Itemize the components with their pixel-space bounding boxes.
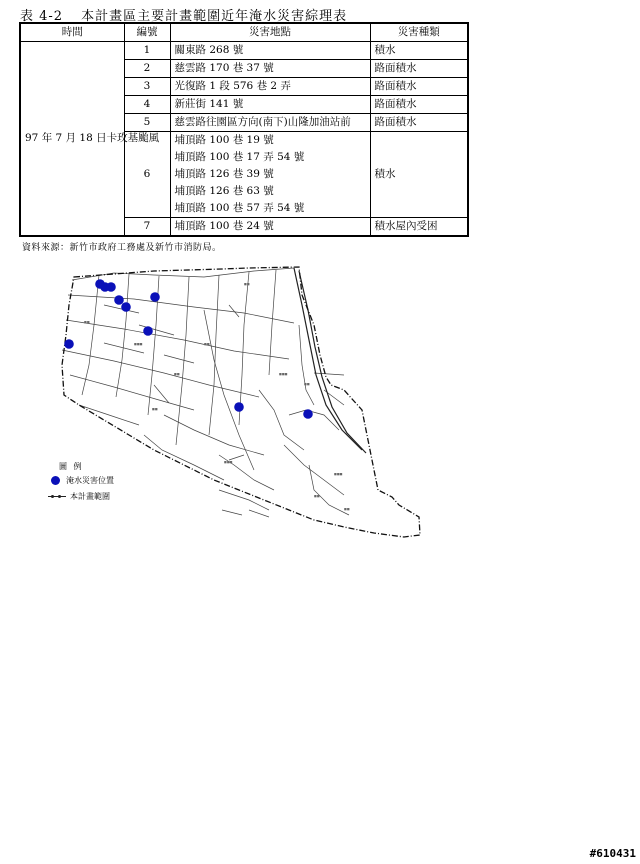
row-type: 路面積水: [370, 114, 468, 132]
row-type: 積水: [370, 42, 468, 60]
document-id: #610431: [589, 847, 636, 860]
flood-location-marker: [150, 292, 160, 302]
event-time-cell: 97 年 7 月 18 日卡玫基颱風: [20, 42, 124, 237]
header-time: 時間: [20, 23, 124, 42]
caption-title: 本計畫區主要計畫範圍近年淹水災害綜理表: [81, 9, 348, 24]
svg-text:■■: ■■: [314, 494, 320, 498]
row-location: 埔頂路 100 巷 24 號: [170, 218, 370, 237]
row-type: 路面積水: [370, 60, 468, 78]
svg-text:■■■: ■■■: [134, 342, 143, 346]
flood-dot-icon: [51, 476, 60, 485]
row-location: 新莊街 141 號: [170, 96, 370, 114]
row-location: 埔頂路 100 巷 19 號: [174, 134, 274, 146]
row-number: 4: [124, 96, 170, 114]
row-location: 關東路 268 號: [170, 42, 370, 60]
svg-text:■■: ■■: [152, 407, 158, 411]
svg-text:■■: ■■: [304, 382, 310, 386]
row-type: 積水: [370, 132, 468, 218]
flood-location-marker: [64, 339, 74, 349]
row-location-multi: [170, 132, 370, 218]
caption-label: 表 4-2: [20, 9, 64, 24]
table-header-row: [20, 23, 468, 42]
flood-location-marker: [303, 409, 313, 419]
row-number: 3: [124, 78, 170, 96]
svg-text:■■: ■■: [244, 282, 250, 286]
flood-disaster-table: [19, 22, 469, 237]
legend-title: 圖 例: [59, 462, 84, 471]
row-location: 埔頂路 126 巷 63 號: [174, 185, 274, 197]
row-type: 積水屋內受困: [370, 218, 468, 237]
header-number: 編號: [124, 23, 170, 42]
header-location: 災害地點: [170, 23, 370, 42]
table-row: [20, 42, 468, 60]
row-number: 2: [124, 60, 170, 78]
flood-location-marker: [106, 282, 116, 292]
row-location: 埔頂路 126 巷 39 號: [174, 168, 274, 180]
flood-location-marker: [143, 326, 153, 336]
flood-location-marker: [114, 295, 124, 305]
source-note: 資料來源：新竹市政府工務處及新竹市消防局。: [22, 243, 222, 253]
row-type: 路面積水: [370, 96, 468, 114]
legend-boundary-label: 本計畫範圍: [70, 492, 110, 501]
flood-location-marker: [121, 302, 131, 312]
legend-boundary: [48, 491, 110, 502]
main-roads: [294, 268, 366, 453]
row-location: 埔頂路 100 巷 57 弄 54 號: [174, 202, 305, 214]
boundary-line-icon: [48, 494, 66, 500]
row-location: 慈雲路 170 巷 37 號: [170, 60, 370, 78]
svg-text:■■■: ■■■: [334, 472, 343, 476]
svg-text:■■: ■■: [204, 342, 210, 346]
row-type: 路面積水: [370, 78, 468, 96]
svg-text:■■: ■■: [84, 320, 90, 324]
header-type: 災害種類: [370, 23, 468, 42]
svg-text:■■: ■■: [344, 507, 350, 511]
row-location: 慈雲路往園區方向(南下)山隆加油站前: [170, 114, 370, 132]
flood-markers: [64, 279, 313, 419]
svg-text:■■: ■■: [174, 372, 180, 376]
row-location: 光復路 1 段 576 巷 2 弄: [170, 78, 370, 96]
row-number: 1: [124, 42, 170, 60]
legend-flood-label: 淹水災害位置: [66, 476, 114, 485]
flood-location-marker: [234, 402, 244, 412]
svg-text:■■■: ■■■: [224, 460, 233, 464]
row-number: 7: [124, 218, 170, 237]
svg-text:■■■: ■■■: [279, 372, 288, 376]
legend-flood: [51, 475, 114, 486]
row-number: 5: [124, 114, 170, 132]
row-location: 埔頂路 100 巷 17 弄 54 號: [174, 151, 305, 163]
row-number: 6: [124, 132, 170, 218]
